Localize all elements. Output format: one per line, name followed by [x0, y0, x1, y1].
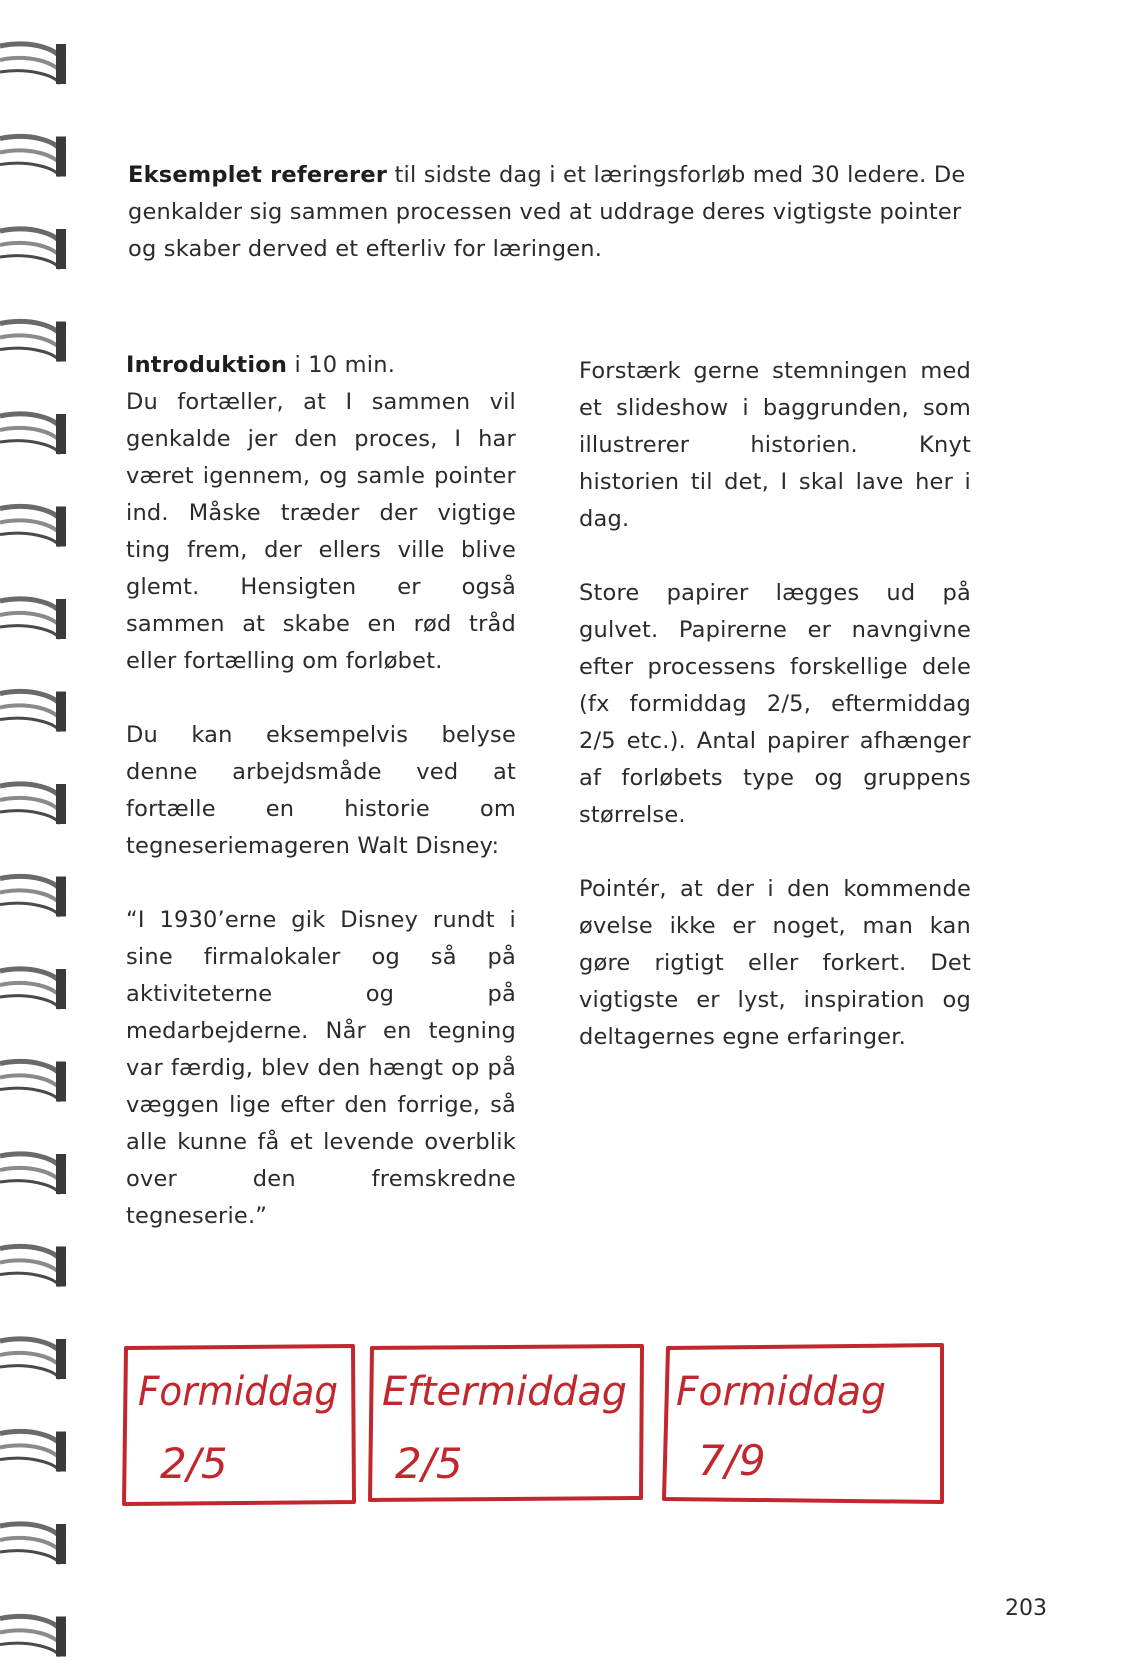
left-paragraph-2: Du kan eksempelvis belyse denne arbejdsmåde ved at fortælle en historie om tegneseriemageren Walt Disney: — [126, 722, 516, 859]
intro-lead: Eksemplet refererer — [128, 162, 388, 188]
spiral-coil — [0, 784, 66, 824]
page-number: 203 — [1005, 1596, 1047, 1621]
card-2 — [370, 1346, 642, 1500]
spiral-coil — [0, 229, 66, 269]
section-heading — [126, 347, 516, 384]
card-1-title: Formiddag — [138, 1369, 338, 1415]
spiral-coil — [0, 44, 66, 84]
spiral-binding — [0, 0, 80, 1664]
spiral-coil — [0, 876, 66, 916]
left-paragraph-3: “I 1930’erne gik Disney rundt i sine firmalokaler og så på aktiviteterne og på medarbejderne. Når en tegning var færdig, blev den hængt op på væggen lige efter den forrige, så alle kunne få et levende overblik over den fremskredne tegneserie.” — [126, 907, 516, 1229]
spiral-coil — [0, 321, 66, 361]
intro-text: til sidste dag i et læringsforløb med 30 ledere. De genkalder sig sammen processen ved at uddrage deres vigtigste pointer og skaber derved et efterliv for læringen. — [128, 162, 966, 262]
heading-bold: Introduktion — [126, 352, 288, 378]
spiral-coil — [0, 1154, 66, 1194]
spiral-coil — [0, 1616, 66, 1656]
right-paragraph-1: Forstærk gerne stemningen med et slideshow i baggrunden, som illustrerer historien. Knyt historien til det, I skal lave her i dag. — [579, 358, 971, 532]
spiral-coil — [0, 691, 66, 731]
spiral-coil — [0, 506, 66, 546]
right-paragraph-2: Store papirer lægges ud på gulvet. Papirerne er navngivne efter processens forskellige dele (fx formiddag 2/5, eftermiddag 2/5 etc.). Antal papirer afhænger af forløbets type og gruppens størrelse. — [579, 580, 971, 828]
left-paragraph-1: Du fortæller, at I sammen vil genkalde jer den proces, I har været igennem, og samle pointer ind. Måske træder der vigtige ting frem, der ellers ville blive glemt. Hensigten er også sammen at skabe en rød tråd eller fortælling om forløbet. — [126, 389, 516, 674]
spiral-coil — [0, 1431, 66, 1471]
left-column — [126, 347, 516, 1235]
intro-paragraph — [128, 157, 968, 268]
spiral-coil — [0, 599, 66, 639]
spiral-coil — [0, 1524, 66, 1564]
spiral-coil — [0, 1061, 66, 1101]
card-2-date: 2/5 — [395, 1439, 463, 1488]
spiral-coil — [0, 414, 66, 454]
heading-rest: i 10 min. — [287, 352, 396, 378]
card-3-title: Formiddag — [676, 1369, 886, 1415]
spiral-coil — [0, 969, 66, 1009]
spiral-coil — [0, 1339, 66, 1379]
handwritten-cards-illustration — [120, 1340, 950, 1540]
card-1-date: 2/5 — [160, 1439, 228, 1488]
right-column — [579, 353, 971, 1056]
spiral-coil — [0, 1246, 66, 1286]
card-2-title: Eftermiddag — [382, 1369, 627, 1415]
card-1 — [124, 1346, 354, 1504]
spiral-coil — [0, 136, 66, 176]
right-paragraph-3: Pointér, at der i den kommende øvelse ikke er noget, man kan gøre rigtigt eller forkert. Det vigtigste er lyst, inspiration og deltagernes egne erfaringer. — [579, 876, 971, 1050]
card-3-date: 7/9 — [698, 1436, 766, 1485]
card-3 — [664, 1345, 942, 1502]
